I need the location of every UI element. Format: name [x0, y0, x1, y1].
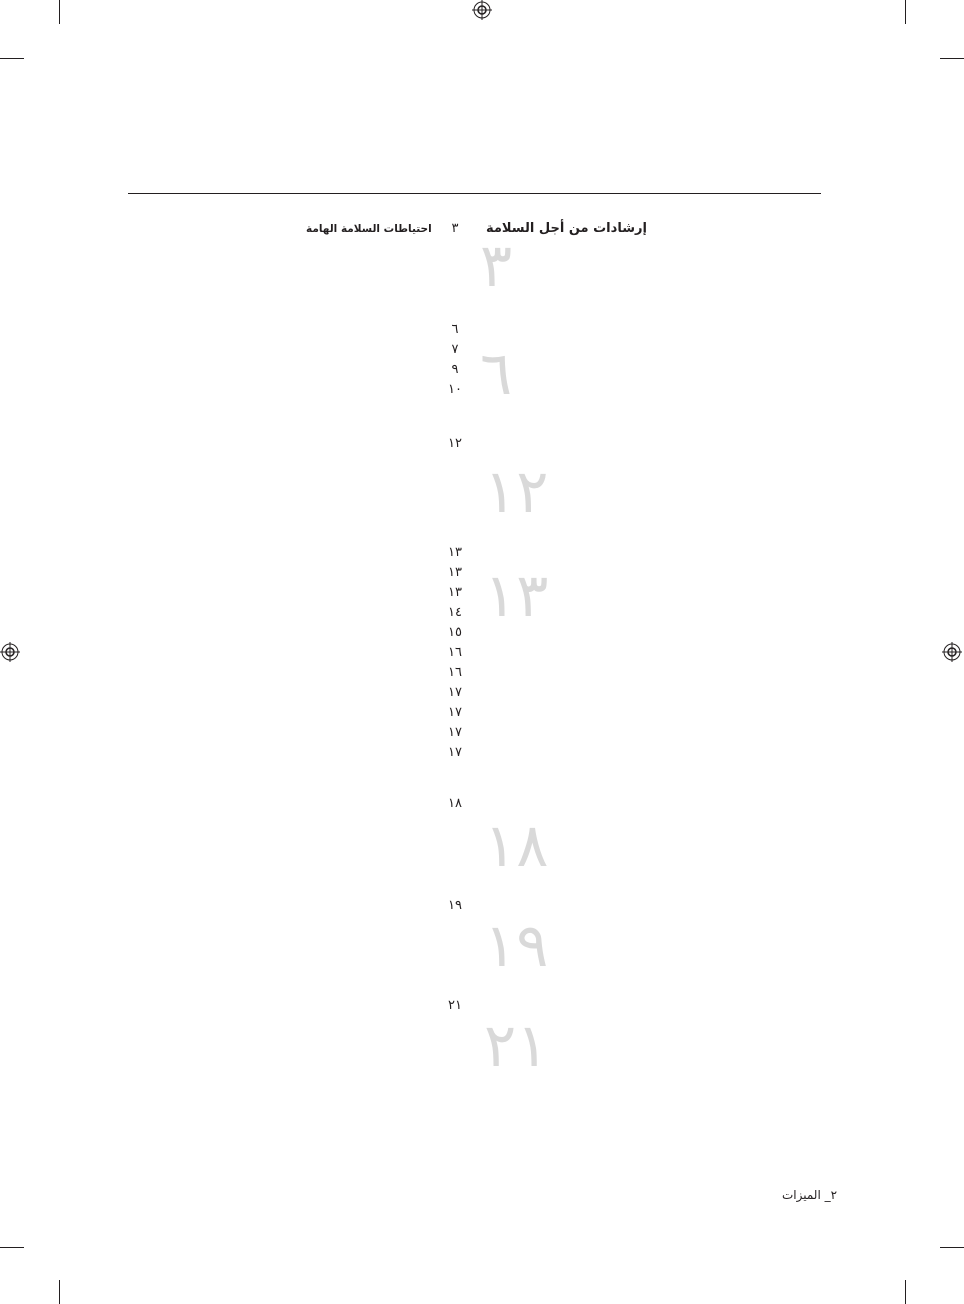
crop-mark-icon	[905, 0, 906, 24]
section-big-number: ٣	[480, 231, 513, 301]
toc-page-number: ٧	[451, 342, 459, 357]
toc-page-number: ١٧	[448, 685, 462, 700]
page-footer: ٢_ الميزات	[782, 1188, 838, 1202]
section-big-number: ١٢	[484, 457, 549, 527]
registration-mark-icon	[0, 642, 20, 662]
toc-page-number: ١٦	[448, 645, 462, 660]
section-title: إرشادات من أجل السلامة	[486, 221, 647, 236]
toc-page-number: ١٣	[448, 545, 462, 560]
toc-page-number: ١٠	[448, 382, 462, 397]
toc-page-number: ٢١	[448, 998, 462, 1013]
toc-page-number: ١٥	[448, 625, 462, 640]
toc-page-number: ١٧	[448, 725, 462, 740]
crop-mark-icon	[905, 1280, 906, 1304]
registration-mark-icon	[472, 0, 492, 20]
crop-mark-icon	[59, 0, 60, 24]
toc-page-number: ٩	[451, 362, 459, 377]
toc-page-number: ١٣	[448, 585, 462, 600]
section-big-number: ١٣	[484, 561, 549, 631]
crop-mark-icon	[0, 1247, 24, 1248]
crop-mark-icon	[59, 1280, 60, 1304]
crop-mark-icon	[940, 1247, 964, 1248]
section-big-number: ٢١	[484, 1011, 549, 1081]
toc-page-number: ١٤	[448, 605, 462, 620]
section-big-number: ١٩	[484, 911, 549, 981]
registration-mark-icon	[942, 642, 962, 662]
toc-page-number: ١٢	[448, 436, 462, 451]
toc-page-number: ١٩	[448, 898, 462, 913]
crop-mark-icon	[940, 58, 964, 59]
section-big-number: ١٨	[484, 811, 549, 881]
section-subtitle: احتياطات السلامة الهامة	[306, 223, 432, 235]
toc-page-number: ١٨	[448, 796, 462, 811]
toc-page-number: ٣	[451, 221, 459, 236]
toc-page-number: ١٣	[448, 565, 462, 580]
toc-page-number: ١٧	[448, 745, 462, 760]
toc-page-number: ١٧	[448, 705, 462, 720]
toc-page-number: ٦	[451, 322, 459, 337]
header-rule	[128, 193, 821, 194]
crop-mark-icon	[0, 58, 24, 59]
section-big-number: ٦	[480, 339, 513, 409]
toc-page-number: ١٦	[448, 665, 462, 680]
